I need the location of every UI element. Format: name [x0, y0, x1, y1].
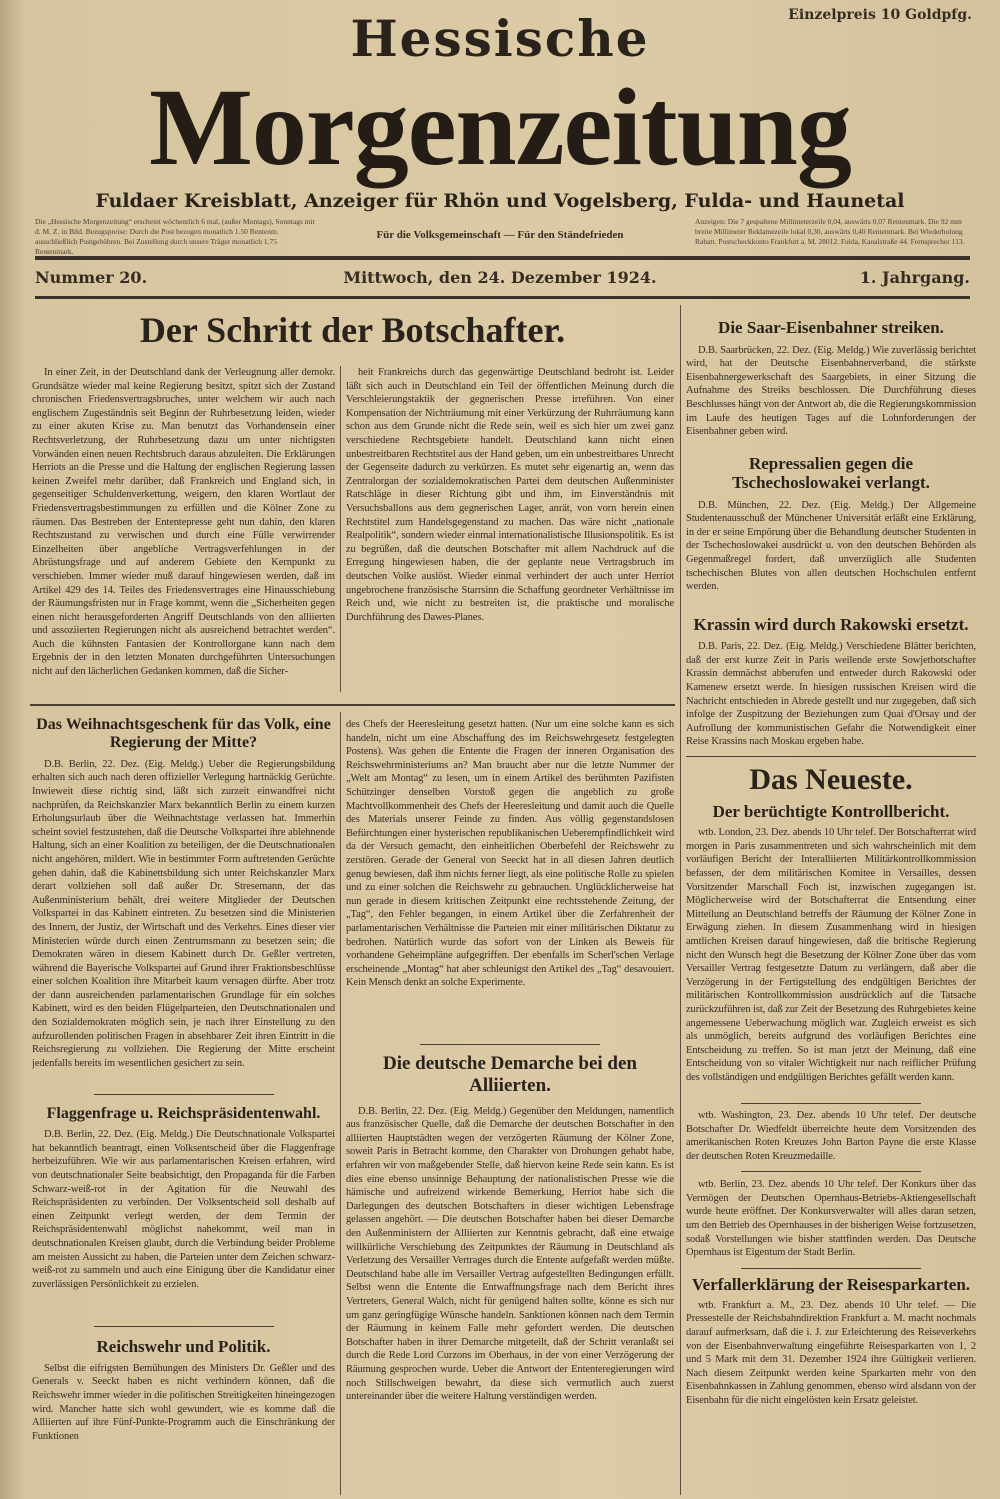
flaggen-headline: Flaggenfrage u. Reichspräsidentenwahl.: [46, 1104, 321, 1122]
divider: [94, 1326, 274, 1327]
divider: [686, 756, 976, 757]
dateline-rule: [35, 296, 970, 299]
sparkarten-body: wtb. Frankfurt a. M., 23. Dez. abends 10 Uhr telef. — Die Pressestelle der Reichsbahndirektion Frankfurt a. M. macht nochmals darauf aufmerksam, daß die i. J. zur Erleichterung des Reiseverkehrs von der Eisenbahnverwaltung eingeführte Reisesparkarten von 1, 2 und 5 Mark mit dem 31. Dezember 1924 ihre Gültigkeit verlieren. Nach diesem Zeitpunkt werden keine Sparkarten mehr von den Eisenbahnkassen in Zahlung genommen, ebenso wird alsdann von der Eisenbahn für die nicht eingelösten kein Ersatz geleistet.: [686, 1299, 976, 1406]
weihnacht-headline: Das Weihnachtsgeschenk für das Volk, eine Regierung der Mitte?: [36, 716, 331, 752]
kontrollbericht-body: wtb. London, 23. Dez. abends 10 Uhr telef. Der Botschafterrat wird morgen in Paris zusammentreten und sich wahrscheinlich mit dem vorläufigen Bericht der Interalliierten Militärkontrollkommission befassen, der dem militärischen Komitee in Versailles, dessen Vorsitzender Marschall Foch ist, inzwischen zugegangen ist. Möglicherweise wird der Botschafterrat die Entsendung einer Mitteilung an Deutschland betreffs der Räumung der Kölner Zone in Erwägung ziehen. In diesem Zusammenhang wird in hiesigen amtlichen Kreisen darauf hingewiesen, daß die britische Regierung nicht den Wunsch hegt die Besetzung der Kölner Zone über das vom Versailler Vertrag festgesetzte Datum zu verlängern, daß aber die Verzögerung in der Fertigstellung des endgültigen Berichtes der militärischen Kontrollkommission ausdrücklich auf die Tatsache zurückzuführen ist, daß zur Zeit der Besetzung des Ruhrgebietes keine angemessene Ueberwachung möglich war. Zugleich erweist es sich als unmöglich, bereits aufgrund des vorläufigen Berichtes eine Entscheidung zu treffen. So ist man jetzt der Meinung, daß eine Entscheidung von so vitaler Wichtigkeit nur nach reiflicher Prüfung des vollständigen und endgültigen Berichtes gefällt werden kann.: [686, 827, 976, 1083]
masthead-title-top: Hessische: [350, 9, 650, 68]
masthead-rule: [35, 256, 970, 260]
krassin-body: D.B. Paris, 22. Dez. (Eig. Meldg.) Verschiedene Blätter berichten, daß der erst kurze Zeit in Paris weilende erste Sowjetbotschafter Krassin demnächst abberufen und entweder durch Rakowski oder Kamenew ersetzt werde. In hiesigen russischen Kreisen wird die Nachricht entschieden in Abrede gestellt und nur zugegeben, daß sich infolge der Zuspitzung der Beziehungen zum Quai d'Orsay und der Aufrollung der kommunistischen Gefahr die Notwendigkeit einer Reise Krassins nach Moskau ergeben habe.: [686, 641, 976, 748]
single-copy-price: Einzelpreis 10 Goldpfg.: [788, 7, 972, 23]
section-rule: [30, 704, 675, 706]
kontrollbericht-headline: Der berüchtigte Kontrollbericht.: [712, 801, 950, 821]
reichswehr-headline: Reichswehr und Politik.: [96, 1337, 271, 1357]
reichswehr-continued: des Chefs der Heeresleitung gesetzt hatten. (Nur um eine solche kann es sich handeln, nicht um eine Abschaffung des im Reichswehrgesetz festgelegten Postens). Was gehen die Entente die Fragen der inneren Organisation des Reichswehrministeriums an? Man braucht aber nur die letzte Nummer der „Welt am Montag“ zu lesen, um in einem Artikel des berühmten Pazifisten Schützinger denselben Vorstoß gegen die angeblich zu große Machtvollkommenheit des Chefs der Heeresleitung und damit auch die Quelle des Materials unserer Feinde zu finden. Aus völlig gegenstandslosen Befürchtungen einer hysterischen republikanischen Ueberempfindlichkeit wird da der Versuch gemacht, den einheitlichen Oberbefehl der Reichswehr zu zerstören. Gerade der General von Seeckt hat in all diesen Jahren deutlich genug bewiesen, daß ihm nichts ferner liegt, als eine politische Rolle zu spielen und zu einer solchen die Reichswehr zu gebrauchen. Unglücklicherweise hat nun gerade in diesem kritischen Zeitpunkt eine rechtsstehende Zeitung, der „Tag“, den Fehler begangen, in einem Artikel über die Zerfahrenheit der parlamentarischen Verhältnisse die Parteien mit einer militärischen Diktatur zu bedrohen. Natürlich wurde das sofort von der Linken als Beweis für vorhandene Geheimpläne aufgegriffen. Der ebenfalls im Scherl'schen Verlage erscheinende „Montag“ hat aber schleunigst den Artikel des „Tag“ desavouiert. Kein Mensch denkt an solche Experimente.: [346, 719, 674, 989]
lower-left-column: [32, 716, 335, 1444]
washington-body: wtb. Washington, 23. Dez. abends 10 Uhr telef. Der deutsche Botschafter Dr. Wiedfeldt überreichte heute dem Vorsitzenden des amerikanischen Roten Kreuzes John Barton Payne die erste Klasse der deutschen Roten Kreuzmedaille.: [686, 1110, 976, 1163]
divider: [741, 1171, 921, 1172]
column-divider: [340, 712, 341, 1495]
opernhaus-body: wtb. Berlin, 23. Dez. abends 10 Uhr telef. Der Konkurs über das Vermögen der Deutschen Opernhaus-Betriebs-Aktiengesellschaft wurde heute eröffnet. Der Konkursverwalter will alles daran setzen, um den Betrieb des Opernhauses in der bisherigen Weise fortzusetzen, sodaß Vorstellungen wie bisher stattfinden werden. Das Deutsche Opernhaus ist Eigentum der Stadt Berlin.: [686, 1179, 976, 1259]
demarche-headline: Die deutsche Demarche bei den Alliierten.: [382, 1053, 637, 1096]
advertising-info: Anzeigen: Die 7 gespaltene Millimeterzeile 0,04, auswärts 0,07 Rentenmark. Die 92 mm breite Millimeter Reklamezeile lokal 0,30, auswärts 0,40 Rentenmark. Bei Wiederholung Rabatt. Postscheckkonto Frankfurt a. M. 28012. Fulda, Kanalstraße 44. Fernsprecher 113.: [695, 217, 965, 246]
lead-column-1: In einer Zeit, in der Deutschland dank der Verleugnung aller demokr. Grundsätze wieder mal keine Regierung besitzt, spitzt sich der Zustand chronischen Friedensvertragsbruches, unter welchem wir auch nach englischem Zugeständnis seit Beginn der Ruhrbesetzung leiden, wieder zu einer akuten Krise zu. Man benutzt das Vorhandensein einer Rechtsverletzung, der Ruhrbesetzung dazu um unter nichtigsten Vorwänden einen neuen Rechtsbruch daraus abzuleiten. Die Erklärungen Herriots an die Presse und die Haltung der englischen Regierung lassen keinen Zweifel mehr darüber, daß Frankreich und England sich, in gegenseitiger Schuldenverkettung, weigern, den klaren Wortlaut der Friedensvertragsbestimmungen zu erfüllen und die Kölner Zone zu räumen. Das Bestreben der Ententepresse geht nun dahin, den klaren Rechtszustand zu verwischen und durch eine Fülle verwirrender Einzelheiten über angebliche Vertragsverfehlungen in der Abrüstungsfrage und auf anderem Gebiete den Kernpunkt zu verschieben. Immer wieder muß darauf hingewiesen werden, daß im Artikel 429 des 14. Teiles des Friedensvertrages eine Hinausschiebung der Räumungsfristen nur in Frage kommt, wenn die „Sicherheiten gegen einen nicht herausgeforderten Angriff Deutschlands von den alliierten und assoziierten Regierungen nicht als ausreichend betrachtet werden“. Auch die kühnsten Fantasien der Kontrollorgane kann nach dem Ergebnis der in den letzten Monaten durchgeführten Untersuchungen nicht auf den lächerlichen Gedanken kommen, daß die Sicher-: [32, 367, 335, 678]
krassin-headline: Krassin wird durch Rakowski ersetzt.: [693, 614, 969, 634]
masthead-motto: Für die Volksgemeinschaft — Für den Ständefrieden: [376, 229, 624, 241]
saar-headline: Die Saar-Eisenbahner streiken.: [718, 318, 944, 337]
issue-number: Nummer 20.: [35, 268, 148, 287]
repressalien-headline: Repressalien gegen die Tschechoslowakei verlangt.: [732, 453, 930, 493]
column-divider: [680, 305, 681, 1495]
divider: [741, 1103, 921, 1104]
column-divider: [340, 366, 341, 692]
saar-body: D.B. Saarbrücken, 22. Dez. (Eig. Meldg.) Wie zuverlässig berichtet wird, hat der Deutsche Eisenbahnerverband, die stärkste Eisenbahnergewerkschaft des Saargebiets, in einer Sitzung die Aufnahme des Streiks beschlossen. Die Durchführung dieses Beschlusses hängt von der Antwort ab, die die Regierungskommission im Laufe des heutigen Tages auf die Lohnforderungen der Eisenbahner geben wird.: [686, 344, 976, 438]
latest-news-headline: Das Neueste.: [749, 763, 913, 797]
issue-date: Mittwoch, den 24. Dezember 1924.: [343, 268, 657, 287]
sparkarten-headline: Verfallerklärung der Reisesparkarten.: [691, 1275, 971, 1295]
reichswehr-body: Selbst die eifrigsten Bemühungen des Ministers Dr. Geßler und des Generals v. Seeckt haben es nicht verhindern können, daß die Reichswehr immer wieder in die politischen Streitigkeiten hineingezogen wird. Mancher hatte sich wohl gewundert, wie es komme daß die Alliierten auf ihre Fünf-Punkte-Programm auch die Einschränkung der Funktionen: [32, 1362, 335, 1442]
volume: 1. Jahrgang.: [859, 268, 970, 287]
subscription-info: Die „Hessische Morgenzeitung“ erscheint wöchentlich 6 mal, (außer Montags), Sonntags mit d. M. Z. in Bild. Bezugspreise: Durch die Post bezogen monatlich 1.50 Rentenm. ausschließlich Postgebühren. Bei Zustellung durch unsere Träger monatlich 1.75 Rentenmark.: [35, 217, 315, 256]
divider: [741, 1268, 921, 1269]
masthead-title: Morgenzeitung: [149, 66, 851, 188]
lower-middle-column: [346, 718, 674, 1461]
lead-column-2: heit Frankreichs durch das gegenwärtige Deutschland bedroht ist. Leider läßt sich auch in Deutschland ein Teil der öffentlichen Meinung durch die Verschleierungstaktik der gegnerischen Presse irreführen. Von einer Kompensation der Nichträumung mit einer Verkürzung der Ruhrräumung kann schon aus dem Grunde nicht die Rede sein, weil es sich hier um zwei ganz verschiedene Rechtsgebiete handelt. Deutschland kann nicht einen unbestreitbaren Rechtstitel aus der Hand geben, um ein unbestreitbares Unrecht der Gegenseite dadurch zu verkürzen. Es mutet sehr eigenartig an, wenn das Zentralorgan der sozialdemokratischen Partei dem deutschen Außenminister Ratschläge in dieser Richtung gibt und ihm, im Einverständnis mit Versuchsballons aus dem gegnerischen Lager, anrät, von vorn herein einen Rechtstitel zum Handelsgegenstand zu machen. Das wäre nicht „nationale Realpolitik“, sondern wieder einmal internationalistische Illusionspolitik. Es ist zu begrüßen, daß die deutschen Botschafter mit allem Nachdruck auf die Erregung hingewiesen haben, die der geplante neue Vertragsbruch im deutschen Volke auslöst. Wieder einmal verhindert der auch unter Herriot ungebrochene französische Starrsinn die Schaffung geordneter Verhältnisse im Reich und, wie nicht zu bestreiten ist, die praktische und moralische Durchführung des Dawes-Planes.: [346, 367, 674, 623]
lead-headline: Der Schritt der Botschafter.: [139, 310, 566, 350]
right-news-column: [686, 318, 976, 1423]
masthead-subtitle: Fuldaer Kreisblatt, Anzeiger für Rhön und Vogelsberg, Fulda- und Haunetal: [95, 190, 905, 212]
divider: [94, 1094, 274, 1095]
repressalien-body: D.B. München, 22. Dez. (Eig. Meldg.) Der Allgemeine Studentenausschuß der Münchener Universität erläßt eine Erklärung, in der er seine Empörung über die Behandlung deutscher Studenten in der Tschechoslowakei ausdrückt u. von den deutschen Behörden als Gegenmaßregel fordert, daß unverzüglich alle Studenten tschechischen Blutes von allen deutschen Hochschulen entfernt werden.: [686, 499, 976, 593]
flaggen-body: D.B. Berlin, 22. Dez. (Eig. Meldg.) Die Deutschnationale Volkspartei hat bekanntlich beantragt, einen Volksentscheid über die Flaggenfrage herbeizuführen. Wie wir aus parlamentarischen Kreisen erfahren, wird von deutschnationaler Seite beabsichtigt, den Propaganda für die Farben Schwarz-weiß-rot in der Agitation für die Neuwahl des Reichspräsidenten zu verbinden. Der Volksentscheid soll deshalb auf einen Zeitpunkt verlegt werden, der dem Termin der Reichspräsidentenwahl möglichst nahekommt, weil man in deutschnationalen Kreisen glaubt, durch die Verbindung beider Probleme am meisten Aussicht zu haben, die Parteien unter dem Zeichen schwarz-weiß-rot zu sammeln und auch eine Einigung über die Kandidatur einer zuverlässigen Persönlichkeit zu erzielen.: [32, 1129, 335, 1290]
divider: [420, 1044, 600, 1045]
demarche-body: D.B. Berlin, 22. Dez. (Eig. Meldg.) Gegenüber den Meldungen, namentlich aus französischer Quelle, daß die Demarche der deutschen Botschafter in den alliierten Hauptstädten wegen der verzögerten Räumung der Kölner Zone, soweit Paris in Betracht komme, den Charakter von Drohungen gehabt habe, erfahren wir von maßgebender Stelle, daß hiervon keine Rede sein kann. Es ist dies eine ebenso unsinnige Behauptung der nationalistischen Presse wie die hämische und aufreizend wirkende Bemerkung, Herriot habe sich die Darlegungen des deutschen Botschafters in dieser wichtigen Lebensfrage gelassen angehört. — Die deutschen Botschafter haben bei dieser Demarche den Außenministern der Alliierten zur Kenntnis gebracht, daß eine etwaige willkürliche Verschiebung des Zeitpunktes der Räumung in Deutschland als Verletzung des Versailler Vertrages durch die Entente aufgefaßt werden müßte. Deutschland habe alle im Versailler Vertrag aufgestellten Bedingungen erfüllt. Selbst wenn die Entente die Entwaffnungsfrage nach dem Bericht ihres Vertreters, General Walch, nicht für genügend halten sollte, könne es sich nur um ganz geringfügige Wünsche handeln. Sanktionen können nach dem Termin der Räumung in keinem Falle mehr gefordert werden. Die deutschen Botschafter haben in ihrer Demarche mitgeteilt, daß der Schritt veranlaßt sei durch die Rede Lord Curzons im Oberhaus, in der von einer Verzögerung der Räumung gesprochen wurde. Ueber die Antwort der Ententeregierungen wird noch Stillschweigen bewahrt, da diese sich vermutlich auch zuerst untereinander über die weitere Haltung verständigen werden.: [346, 1105, 674, 1403]
weihnacht-body: D.B. Berlin, 22. Dez. (Eig. Meldg.) Ueber die Regierungsbildung erhalten sich auch nach deren offizieller Verlegung hartnäckig Gerüchte. Inwieweit diese richtig sind, läßt sich zurzeit einwandfrei nicht nachprüfen, da Reichskanzler Marx bekanntlich Berlin zu einem kurzen Erholungsurlaub über die Weihnachtstage verlassen hat. Immerhin scheint soviel festzustehen, daß die Deutsche Volkspartei ihre ablehnende Haltung, sich an einer Koalition zu beteiligen, der die Deutschnationalen nicht angehören, mildert. Wie in bestimmter Form auftretenden Gerüchte gehen dahin, daß die Kabinettsbildung sich unter Reichskanzler Marx derart vollziehen soll daß außer Dr. Stresemann, der das Außenministerium behält, drei weitere Mitglieder der Deutschen Volkspartei in das Kabinett eintreten. Zu besetzen sind die Ministerien des Innern, der Justiz, der Wirtschaft und des Verkehrs. Eines dieser vier Ministerien würde durch einen Zentrumsmann zu besetzen sein; die Demokraten wären in diesem Kabinett durch Dr. Geßler vertreten, während die Bayerische Volkspartei auf Grund ihrer Fraktionsbeschlüsse einer solchen Koalition ihre Mitarbeit kaum versagen dürfte. Aber trotz der dann ausreichenden parlamentarischen Grundlage für ein solches Kabinett, wird es den beiden Flügelparteien, den Deutschnationalen und den Sozialdemokraten möglich sein, je nach ihrer Einstellung zu den aufzurollenden politischen Fragen in absehbarer Zeit ihren Eintritt in die Reichsregierung zu vollziehen. Die Regierung der Mitte erscheint jedenfalls bereits im wesentlichen gesichert zu sein.: [32, 758, 335, 1069]
